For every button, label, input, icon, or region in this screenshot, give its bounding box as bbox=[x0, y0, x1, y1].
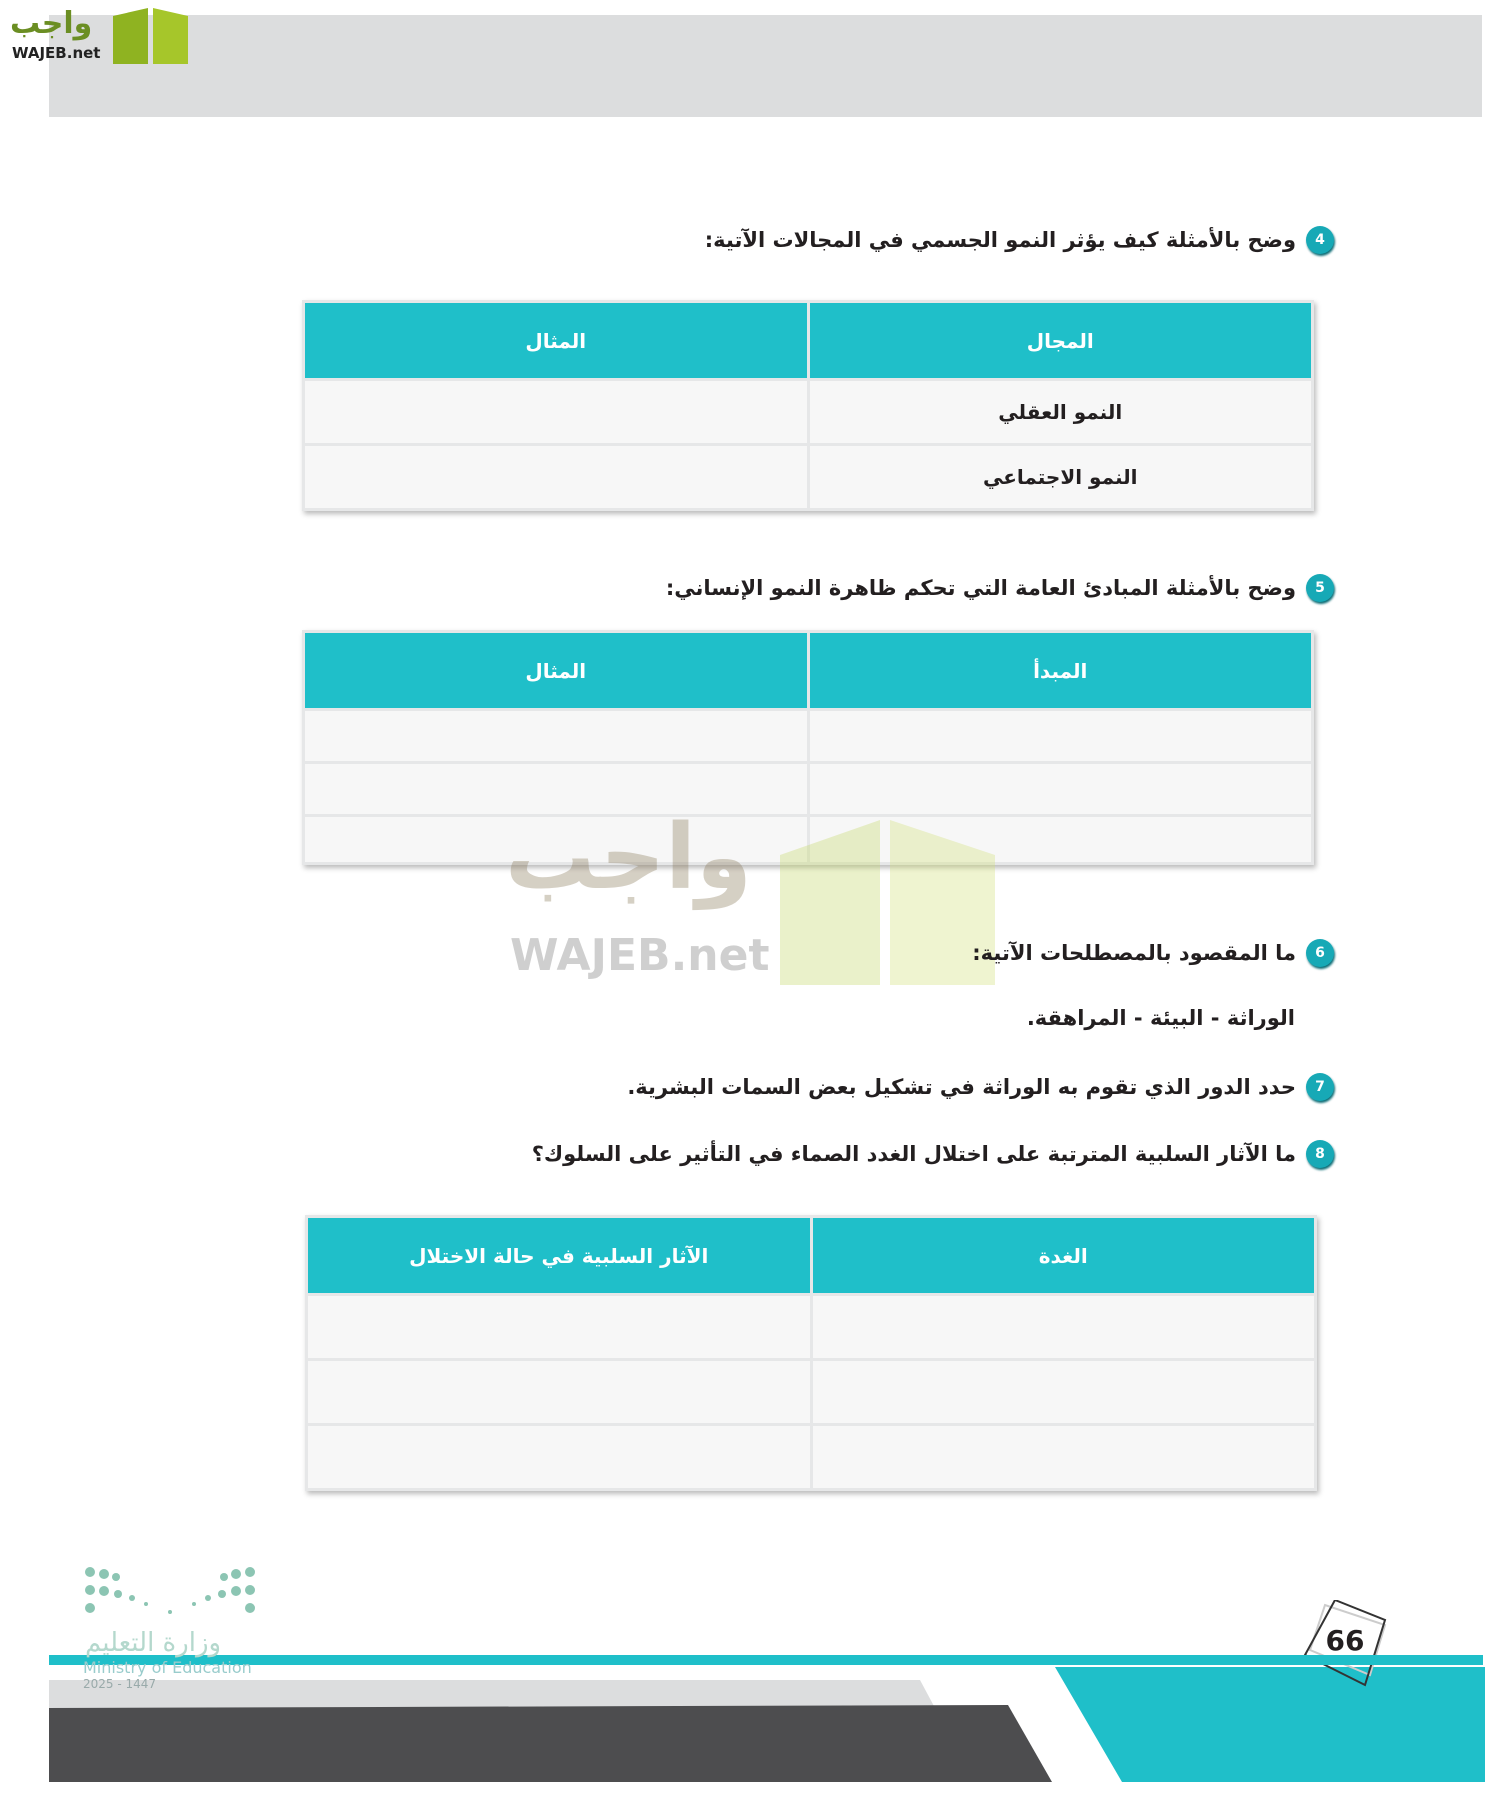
table-glands: الغدة الآثار السلبية في حالة الاختلال bbox=[305, 1215, 1317, 1491]
table-row: النمو العقلي bbox=[305, 381, 1311, 443]
question-7: 7 حدد الدور الذي تقوم به الوراثة في تشكيل بعض السمات البشرية. bbox=[627, 1073, 1334, 1101]
dots-icon bbox=[80, 1562, 260, 1622]
question-5: 5 وضح بالأمثلة المبادئ العامة التي تحكم ظاهرة النمو الإنساني: bbox=[666, 574, 1334, 602]
book-icon bbox=[108, 6, 193, 66]
table-physical-growth: المجال المثال النمو العقلي النمو الاجتماعي bbox=[302, 300, 1314, 511]
question-4: 4 وضح بالأمثلة كيف يؤثر النمو الجسمي في المجالات الآتية: bbox=[705, 226, 1334, 254]
answer-cell[interactable] bbox=[305, 446, 807, 508]
table-row bbox=[305, 711, 1311, 761]
answer-cell[interactable] bbox=[305, 381, 807, 443]
header-band bbox=[49, 15, 1482, 117]
question-8: 8 ما الآثار السلبية المترتبة على اختلال الغدد الصماء في التأثير على السلوك؟ bbox=[532, 1140, 1334, 1168]
table-row bbox=[305, 764, 1311, 814]
ministry-logo: وزارة التعليم Ministry of Education 2025 - 1447 bbox=[80, 1562, 280, 1722]
wajeb-logo[interactable]: واجب WAJEB.net bbox=[8, 4, 193, 66]
table-row: النمو الاجتماعي bbox=[305, 446, 1311, 508]
table-row bbox=[308, 1426, 1314, 1488]
terms-list: الوراثة - البيئة - المراهقة. bbox=[1026, 1006, 1295, 1030]
watermark: واجب WAJEB.net bbox=[505, 815, 1005, 990]
question-number-badge: 4 bbox=[1306, 226, 1334, 254]
table-principles: المبدأ المثال bbox=[302, 630, 1314, 865]
book-icon bbox=[775, 815, 1000, 985]
table-row bbox=[308, 1361, 1314, 1423]
table-row bbox=[308, 1296, 1314, 1358]
question-6: 6 ما المقصود بالمصطلحات الآتية: bbox=[972, 939, 1334, 967]
page-number: 66 bbox=[1325, 1623, 1365, 1657]
